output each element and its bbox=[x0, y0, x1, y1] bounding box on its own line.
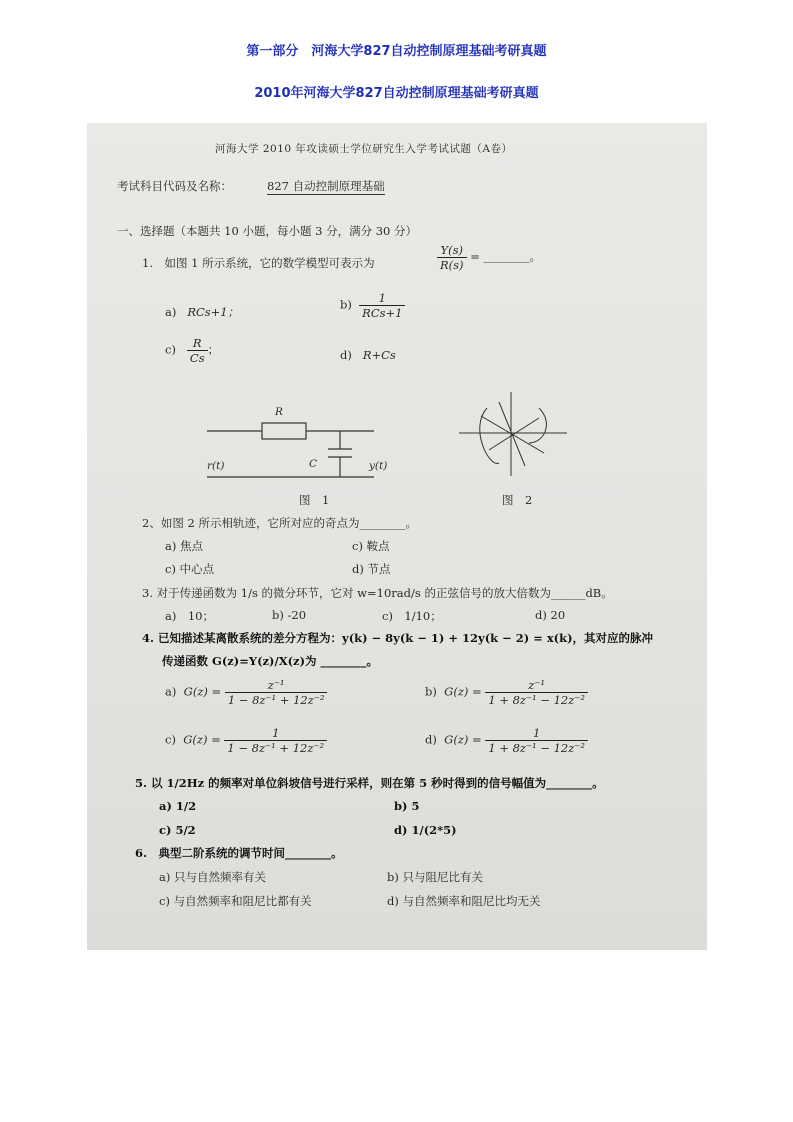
fig1-input-label: r(t) bbox=[207, 460, 225, 472]
q4-a-den: 1 − 8z⁻¹ + 12z⁻² bbox=[227, 693, 325, 707]
q4-option-b bbox=[425, 678, 588, 707]
q6-stem: 6. 典型二阶系统的调节时间________。 bbox=[135, 846, 343, 860]
q4-a-lhs: G(z) = bbox=[183, 684, 222, 699]
q4-option-c bbox=[165, 726, 327, 755]
q4-d-num: 1 bbox=[485, 726, 588, 741]
q4-c-lhs: G(z) = bbox=[183, 732, 221, 747]
page-header-part: 第一部分 河海大学827自动控制原理基础考研真题 bbox=[246, 44, 547, 59]
fig1-c-label: C bbox=[309, 458, 318, 470]
q1-frac-den: R(s) bbox=[440, 258, 464, 272]
q3-option-d: d) 20 bbox=[535, 608, 566, 622]
q1-b-num: 1 bbox=[359, 291, 405, 306]
q1-c-label: c) bbox=[165, 342, 176, 357]
q1-a-text: RCs+1； bbox=[187, 305, 240, 319]
q4-d-label: d) bbox=[425, 732, 437, 747]
q4-c-num: 1 bbox=[224, 726, 327, 741]
q4-d-den: 1 + 8z⁻¹ − 12z⁻² bbox=[488, 741, 585, 755]
q4-d-lhs: G(z) = bbox=[444, 732, 482, 747]
exam-title: 河海大学 2010 年攻读硕士学位研究生入学考试试题（A卷） bbox=[215, 143, 513, 155]
q1-option-d bbox=[340, 348, 396, 362]
q5-option-d: d) 1/(2*5) bbox=[394, 823, 457, 837]
fig1-caption: 图 1 bbox=[299, 493, 330, 507]
q1-option-a bbox=[165, 304, 239, 320]
q3-option-c: c) 1/10； bbox=[382, 609, 442, 623]
q1-b-den: RCs+1 bbox=[362, 306, 403, 320]
q6-option-b: b) 只与阻尼比有关 bbox=[387, 870, 484, 884]
q4-b-den: 1 + 8z⁻¹ − 12z⁻² bbox=[488, 693, 585, 707]
q1-fraction bbox=[437, 243, 541, 272]
q1-d-text: R+Cs bbox=[362, 348, 396, 362]
q4-a-num: z⁻¹ bbox=[225, 678, 328, 693]
q2-option-c: c) 鞍点 bbox=[352, 539, 390, 553]
q2-option-d: d) 节点 bbox=[352, 562, 391, 576]
q4-stem-line1: 4. 已知描述某离散系统的差分方程为：y(k) − 8y(k − 1) + 12y(k − 2) = x(k)，其对应的脉冲 bbox=[142, 631, 654, 645]
q4-option-a bbox=[165, 678, 327, 707]
page-header-title: 2010年河海大学827自动控制原理基础考研真题 bbox=[254, 86, 539, 101]
fig1-output-label: y(t) bbox=[369, 460, 388, 472]
q5-option-a: a) 1/2 bbox=[159, 799, 197, 813]
q1-c-tail: ； bbox=[207, 342, 220, 357]
scanned-exam-page bbox=[87, 123, 707, 950]
q1-stem: 1. 如图 1 所示系统，它的数学模型可表示为 bbox=[142, 256, 375, 270]
figure1-rc-circuit bbox=[202, 403, 382, 483]
fig2-caption: 图 2 bbox=[502, 493, 533, 507]
q4-a-label: a) bbox=[165, 684, 177, 699]
q4-b-label: b) bbox=[425, 684, 437, 699]
q3-option-b: b) -20 bbox=[272, 608, 307, 622]
q1-frac-num: Y(s) bbox=[437, 243, 467, 258]
q3-option-a: a) 10； bbox=[165, 609, 214, 623]
q1-a-label: a) bbox=[165, 305, 177, 319]
q1-option-c bbox=[165, 336, 219, 365]
q5-option-c: c) 5/2 bbox=[159, 823, 196, 837]
q5-option-b: b) 5 bbox=[394, 799, 420, 813]
q1-option-b bbox=[340, 291, 405, 320]
q1-blank: = ________。 bbox=[470, 249, 541, 264]
q5-stem: 5. 以 1/2Hz 的频率对单位斜坡信号进行采样，则在第 5 秒时得到的信号幅值为________。 bbox=[135, 776, 604, 790]
q6-option-a: a) 只与自然频率有关 bbox=[159, 870, 266, 884]
q6-option-d: d) 与自然频率和阻尼比均无关 bbox=[387, 894, 541, 908]
q4-option-d bbox=[425, 726, 588, 755]
fig1-r-label: R bbox=[275, 406, 283, 418]
q4-b-num: z⁻¹ bbox=[485, 678, 588, 693]
section-heading: 一、选择题（本题共 10 小题，每小题 3 分，满分 30 分） bbox=[117, 224, 418, 238]
subject-value: 827 自动控制原理基础 bbox=[267, 179, 385, 193]
q1-b-label: b) bbox=[340, 297, 352, 312]
q4-stem-line2: 传递函数 G(z)=Y(z)/X(z)为 ________。 bbox=[162, 654, 379, 668]
q3-stem: 3. 对于传递函数为 1/s 的微分环节，它对 w=10rad/s 的正弦信号的放大倍数为______dB。 bbox=[142, 586, 613, 600]
q4-c-den: 1 − 8z⁻¹ + 12z⁻² bbox=[227, 741, 325, 755]
q2-option-a: a) 焦点 bbox=[165, 539, 203, 553]
figure2-phase-trajectory bbox=[459, 388, 569, 478]
q4-c-label: c) bbox=[165, 732, 176, 747]
q6-option-c: c) 与自然频率和阻尼比都有关 bbox=[159, 894, 312, 908]
subject-label: 考试科目代码及名称： bbox=[117, 179, 232, 193]
q1-c-num: R bbox=[187, 336, 208, 351]
q1-d-label: d) bbox=[340, 348, 352, 362]
q1-c-den: Cs bbox=[189, 351, 205, 365]
q2-option-b: c) 中心点 bbox=[165, 562, 215, 576]
q2-stem: 2、如图 2 所示相轨迹，它所对应的奇点为________。 bbox=[142, 516, 417, 530]
q4-b-lhs: G(z) = bbox=[444, 684, 482, 699]
